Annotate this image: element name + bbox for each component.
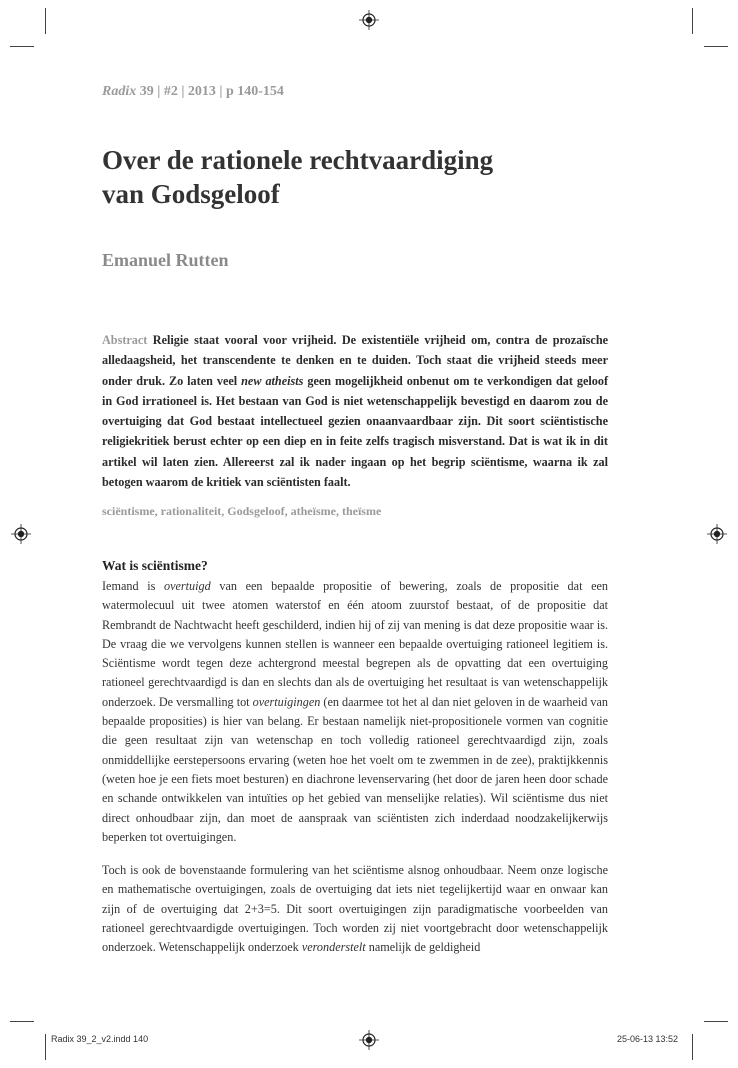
- crop-mark-top-left-v: [45, 8, 46, 34]
- keywords: sciëntisme, rationaliteit, Godsgeloof, atheïsme, theïsme: [102, 504, 382, 518]
- article-title: [102, 143, 662, 211]
- body-paragraph-2: [102, 861, 608, 957]
- p1-emphasis-1: overtuigd: [163, 579, 211, 593]
- p2-text-a: Toch is ook de bovenstaande formulering van het sciëntisme alsnog onhoudbaar. Neem onze logische en mathematische overtuigingen, zoals de overtuiging dat iets niet tegelijkertijd waar en onwaar kan zijn of de overtuiging dat 2+3=5. Dit soort overtuigingen zijn paradigmatische voorbeelden van rationeel gerechtvaardigde overtuigingen. Toch worden zij niet voortgebracht door wetenschappelijk onderzoek. Wetenschappelijk onderzoek: [102, 863, 608, 955]
- p1-text-b: van een bepaalde propositie of bewering, zoals de propositie dat een watermolecuul uit twee atomen waterstof en één atoom zuurstof bestaat, of de propositie dat Rembrandt de Nachtwacht heeft geschilderd, indien hij of zij van mening is dat deze propositie waar is. De vraag die we vervolgens kunnen stellen is wanneer een bepaalde overtuiging rationeel legitiem is. Sciëntisme wordt tegen deze achtergrond meestal begrepen als de opvatting dat een overtuiging rationeel gerechtvaardigd is dan en slechts dan als de overtuiging het resultaat is van wetenschappelijk onderzoek. De versmalling tot: [102, 579, 609, 709]
- p1-text-c: (en daarmee tot het al dan niet geloven in de waarheid van bepaalde proposities) is hier van belang. Er bestaan namelijk niet-propositionele vormen van cognitie die geen resultaat zijn van wetenschap en toch volledig rationeel gerechtvaardigd zijn, zoals onmiddellijke eerstepersoons ervaring (weten hoe het voelt om te zwemmen in de zee), praktijkkennis (weten hoe je een fiets moet besturen) en diachrone levenservaring (het door de jaren heen door schade en schande ontwikkelen van intuïties op het gebied van menselijke relaties). Wil sciëntisme dus niet direct onhoudbaar zijn, dan moet de aanspraak van sciëntisten zich inderdaad noodzakelijkerwijs beperken tot overtuigingen.: [102, 694, 609, 844]
- p1-text-a: Iemand is: [102, 579, 156, 593]
- article-author: Emanuel Rutten: [102, 250, 229, 270]
- article-title-line-1: Over de rationele rechtvaardiging: [102, 145, 494, 175]
- crop-mark-top-right-h: [704, 46, 728, 47]
- abstract-emphasis: new atheists: [241, 373, 304, 388]
- crop-mark-bottom-left-v: [45, 1034, 46, 1060]
- journal-citation: [102, 84, 284, 100]
- abstract-text-1: Religie staat vooral voor vrijheid. De existentiële vrijheid om, contra de prozaïsche alledaagsheid, het transcendente te denken en te duiden. Toch staat die vrijheid steeds meer onder druk. Zo laten veel: [102, 333, 609, 388]
- p2-text-b: namelijk de geldigheid: [368, 940, 481, 955]
- registration-mark-left-icon: [11, 524, 31, 544]
- crop-mark-bottom-right-h: [704, 1021, 728, 1022]
- journal-name: Radix: [102, 84, 137, 99]
- registration-mark-right-icon: [707, 524, 727, 544]
- p1-emphasis-2: overtuigingen: [252, 694, 321, 709]
- abstract: [102, 330, 608, 492]
- abstract-text-2: geen mogelijkheid onbenut om te verkondigen dat geloof in God irrationeel is. Het bestaan van God is niet wetenschappelijk bevestigd en daarom zou de overtuiging dat God bestaat intellectueel gezien onaanvaardbaar zijn. Dit soort sciëntistische religiekritiek berust echter op een diep en in feite zelfs tragisch misverstand. Dat is wat ik in dit artikel wil laten zien. Allereerst zal ik nader ingaan op het begrip sciëntisme, waarna ik zal betogen waarom de kritiek van sciëntisten faalt.: [102, 373, 609, 490]
- slug-timestamp: 25-06-13 13:52: [617, 1034, 679, 1044]
- crop-mark-top-right-v: [692, 8, 693, 34]
- crop-mark-bottom-left-h: [10, 1021, 34, 1022]
- abstract-label: Abstract: [102, 333, 148, 347]
- registration-mark-top-icon: [359, 10, 379, 30]
- body-paragraph-1: [102, 577, 608, 847]
- article-title-line-2: van Godsgeloof: [102, 179, 280, 209]
- p2-emphasis: veronderstelt: [301, 940, 366, 955]
- crop-mark-top-left-h: [10, 46, 34, 47]
- registration-mark-bottom-icon: [359, 1030, 379, 1050]
- journal-issue-pages: 39 | #2 | 2013 | p 140-154: [139, 84, 284, 99]
- crop-mark-bottom-right-v: [692, 1034, 693, 1060]
- section-heading: Wat is sciëntisme?: [102, 558, 208, 573]
- slug-file-info: Radix 39_2_v2.indd 140: [51, 1034, 149, 1044]
